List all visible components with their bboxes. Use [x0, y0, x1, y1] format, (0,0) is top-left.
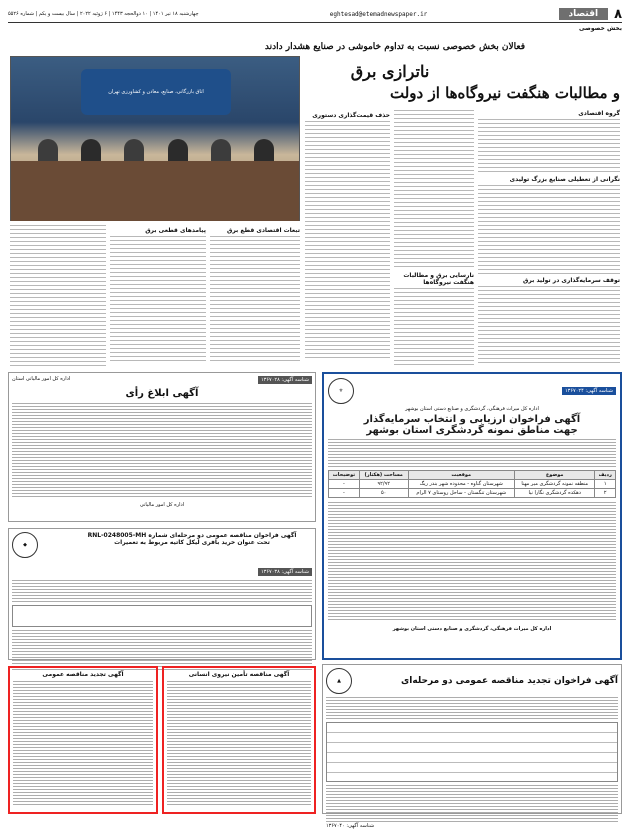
article-col-5: [110, 225, 206, 368]
table-header: موضوع: [514, 471, 595, 480]
photo-banner: اتاق بازرگانی، صنایع، معادن و کشاورزی تهران: [81, 69, 231, 115]
table-cell: شهرستان تنگستان - ساحل روستای ۷ الرام: [408, 489, 514, 498]
table-row: [329, 480, 616, 489]
table-cell: -: [329, 489, 360, 498]
ad-notice-signature: اداره کل امور مالیاتی: [139, 502, 185, 508]
photo-people: [26, 139, 286, 161]
ad-tender-left: [8, 528, 316, 660]
ad-blue-title2: جهت مناطق نمونه گردشگری استان بوشهر: [366, 425, 578, 436]
ad-notice-code: شناسه آگهی: ۱۳۶۷۰۲۸: [258, 376, 312, 384]
ad-blue-footer: اداره کل میراث فرهنگی، گردشگری و صنایع دستی استان بوشهر: [392, 626, 552, 632]
ad-red-2: [8, 666, 158, 814]
ad-blue-org: اداره کل میراث فرهنگی، گردشگری و صنایع دستی استان بوشهر: [405, 406, 539, 412]
refinery-logo-icon: ▲: [326, 668, 352, 694]
table-cell: ۵۰: [359, 489, 408, 498]
table-cell: منطقه نمونه گردشگری میر مهنا: [514, 480, 595, 489]
subhead-2: توقف سرمایه‌گذاری در تولید برق: [523, 277, 620, 284]
photo-table: [11, 161, 299, 221]
ad-tender-right-table: [326, 722, 618, 782]
table-header: مساحت (هکتار): [359, 471, 408, 480]
article-col-2: [394, 110, 474, 368]
ad-tender-left-title: آگهی فراخوان مناقصه عمومی دو مرحله‌ای شماره RNL-0248005-MH: [87, 532, 297, 539]
article-title-line2: و مطالبات هنگفت نیروگاه‌ها از دولت: [390, 84, 620, 102]
section-label: اقتصاد: [559, 8, 609, 20]
article-photo: [10, 56, 300, 221]
table-row: [329, 489, 616, 498]
table-header: ردیف: [595, 471, 616, 480]
ad-tender-right-code: شناسه آگهی: ۱۳۶۷۰۴۰: [326, 823, 375, 829]
table-cell: ۱: [595, 480, 616, 489]
ad-tender-left-subtitle: تحت عنوان خرید بافری لیکل کاتیه مربوط به تعمیرات: [114, 539, 270, 546]
ad-investor-call: [322, 372, 622, 660]
page-number: ۸: [614, 6, 622, 22]
ad-notice-org: اداره کل امور مالیاتی استان: [12, 376, 71, 382]
table-header: توضیحات: [329, 471, 360, 480]
ad-tender-right-title: آگهی فراخوان تجدید مناقصه عمومی دو مرحله‌ای: [401, 676, 618, 686]
article-col-6: [10, 225, 106, 368]
ad-tender-left-table: [12, 605, 312, 627]
company-logo-icon: ◆: [12, 532, 38, 558]
group-label: گروه اقتصادی: [578, 110, 620, 117]
subhead-1: نگرانی از تعطیلی صنایع بزرگ تولیدی: [509, 176, 620, 183]
article-kicker: فعالان بخش خصوصی نسبت به تداوم خاموشی در صنایع هشدار دادند: [264, 42, 526, 52]
ad-red-1: [162, 666, 316, 814]
table-cell: شهرستان گناوه - محدوده شهر بندر ریگ: [408, 480, 514, 489]
table-header: موقعیت: [408, 471, 514, 480]
article-col-1: [478, 110, 620, 368]
ad-notice: [8, 372, 316, 522]
ad-blue-title1: آگهی فراخوان ارزیابی و انتخاب سرمایه‌گذار: [363, 414, 581, 425]
header-website[interactable]: eghtesad@etemadnewspaper.ir: [329, 10, 428, 18]
header-bar: [8, 8, 622, 20]
subhead-4: نارسایی برق و مطالبات هنگفت نیروگاه‌ها: [403, 272, 474, 286]
ad-red-2-title: آگهی تجدید مناقصه عمومی: [42, 671, 124, 678]
ministry-logo-icon: ⚜: [328, 378, 354, 404]
table-cell: دهکده گردشگری نگارا نیا: [514, 489, 595, 498]
subhead-3: حذف قیمت‌گذاری دستوری: [312, 112, 390, 119]
subhead-6: پیامدهای قطعی برق: [145, 227, 206, 234]
header-rule: [8, 22, 622, 23]
subhead-5: تبعات اقتصادی قطع برق: [226, 227, 300, 234]
article-col-4: [210, 225, 300, 368]
ad-tender-left-code: شناسه آگهی: ۱۳۶۷۰۳۸: [258, 568, 312, 576]
table-cell: ۹۲/۹۲: [359, 480, 408, 489]
article-col-3: [305, 110, 390, 368]
table-cell: ۲: [595, 489, 616, 498]
ad-red-1-title: آگهی مناقصه تأمین نیروی انسانی: [188, 671, 290, 678]
header-date: چهارشنبه ۱۸ تیر ۱۴۰۱ | ۱۰ ذوالحجه ۱۴۴۳ | ۶ ژوئیه ۲۰۲۲ | سال بیست و یکم | شماره ۵۵۲۶: [8, 11, 199, 17]
ad-blue-table: [328, 470, 616, 498]
section-tag: بخش خصوصی: [578, 25, 622, 32]
article-title-line1: ناترازی برق: [350, 62, 430, 81]
table-cell: -: [329, 480, 360, 489]
ad-notice-title: آگهی ابلاغ رأی: [125, 388, 199, 399]
ad-tender-right: [322, 664, 622, 829]
ad-blue-code: شناسه آگهی: ۱۳۶۷۰۲۴: [562, 387, 616, 395]
